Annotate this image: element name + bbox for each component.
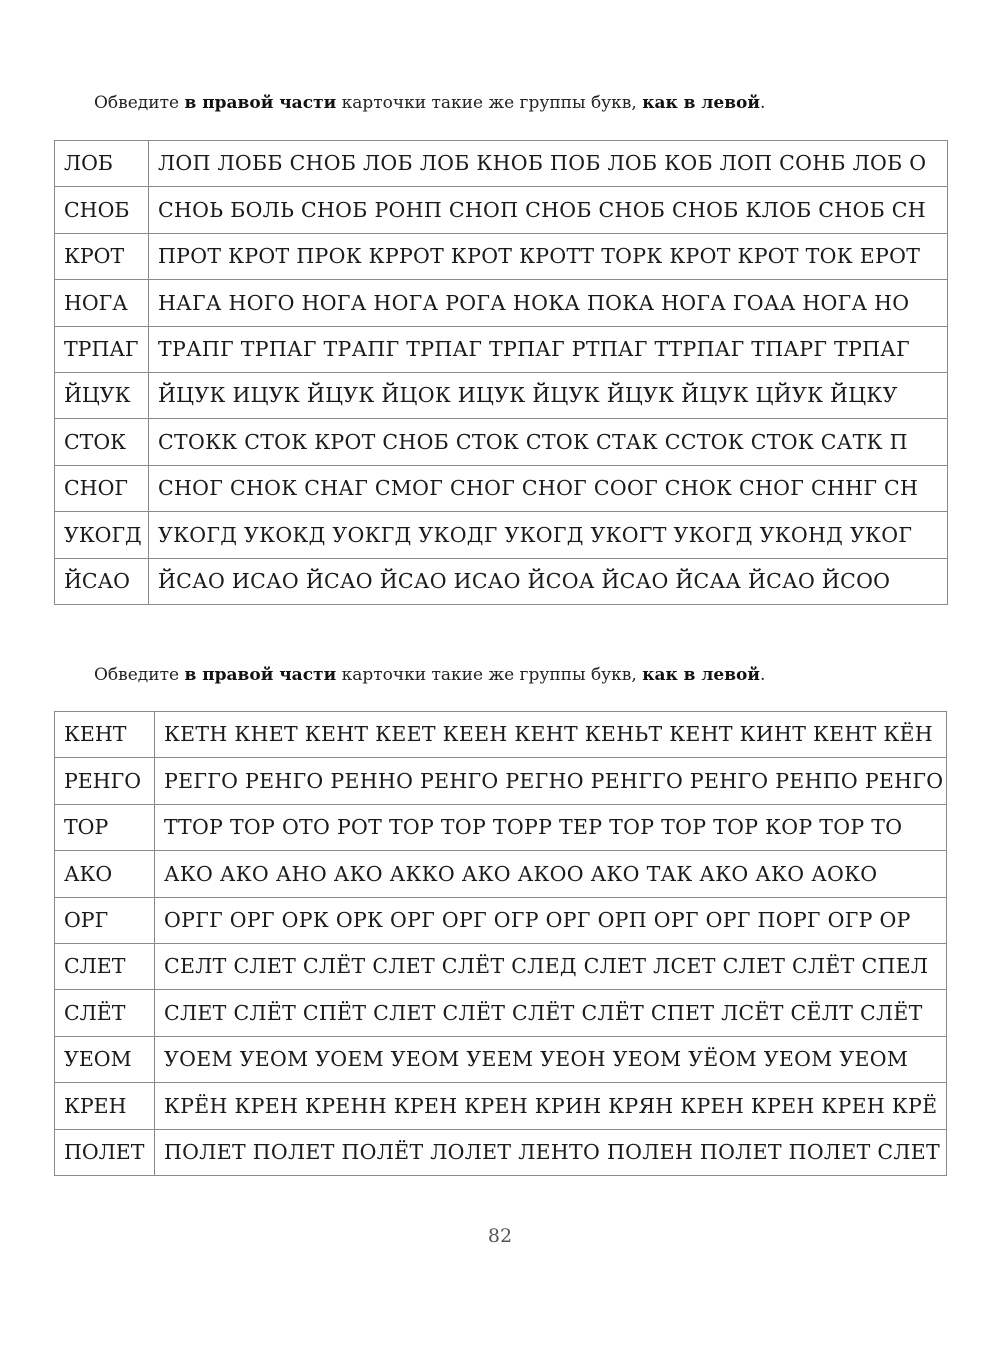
instruction-2-suffix: . (759, 665, 766, 685)
target-group-cell: ОРГ (55, 897, 155, 943)
target-group-cell: УКОГД (55, 512, 149, 558)
letter-groups-cell: СТОКК СТОК КРОТ СНОБ СТОК СТОК СТАК ССТОК СТОК САТК П (149, 419, 948, 465)
letter-groups-cell: КЕТН КНЕТ КЕНТ КЕЕТ КЕЕН КЕНТ КЕНЬТ КЕНТ КИНТ КЕНТ КЁН (155, 712, 947, 758)
target-group-cell: АКО (55, 851, 155, 897)
target-group-cell: НОГА (55, 280, 149, 326)
letter-groups-cell: СЛЕТ СЛЁТ СПЁТ СЛЕТ СЛЁТ СЛЁТ СЛЁТ СПЕТ ЛСЁТ СЁЛТ СЛЁТ (155, 990, 947, 1036)
letter-groups-cell: НАГА НОГО НОГА НОГА РОГА НОКА ПОКА НОГА ГОАА НОГА НО (149, 280, 948, 326)
instruction-2 (94, 665, 765, 685)
letter-groups-cell: ПРОТ КРОТ ПРОК КРРОТ КРОТ КРОТТ ТОРК КРОТ КРОТ ТОК ЕРОТ (149, 233, 948, 279)
table-row (55, 943, 947, 989)
target-group-cell: УЕОМ (55, 1036, 155, 1082)
table-row (55, 1083, 947, 1129)
target-group-cell: КЕНТ (55, 712, 155, 758)
target-group-cell: ТОР (55, 804, 155, 850)
letter-groups-cell: СЕЛТ СЛЕТ СЛЁТ СЛЕТ СЛЁТ СЛЕД СЛЕТ ЛСЕТ СЛЕТ СЛЁТ СПЕЛ (155, 943, 947, 989)
target-group-cell: ЙСАО (55, 558, 149, 604)
table-row (55, 1036, 947, 1082)
letter-card-table-1 (54, 140, 948, 605)
target-group-cell: СНОГ (55, 465, 149, 511)
table-row (55, 372, 948, 418)
target-group-cell: СТОК (55, 419, 149, 465)
letter-groups-cell: ЙЦУК ИЦУК ЙЦУК ЙЦОК ИЦУК ЙЦУК ЙЦУК ЙЦУК ЦЙУК ЙЦКУ (149, 372, 948, 418)
table-row (55, 990, 947, 1036)
letter-groups-cell: КРЁН КРЕН КРЕНН КРЕН КРЕН КРИН КРЯН КРЕН КРЕН КРЕН КРЁ (155, 1083, 947, 1129)
letter-card-rows-2 (55, 712, 947, 1176)
instruction-2-prefix: Обведите (94, 665, 185, 685)
letter-groups-cell: ЙСАО ИСАО ЙСАО ЙСАО ИСАО ЙСОА ЙСАО ЙСАА ЙСАО ЙСОО (149, 558, 948, 604)
target-group-cell: ЙЦУК (55, 372, 149, 418)
letter-groups-cell: СНОЬ БОЛЬ СНОБ РОНП СНОП СНОБ СНОБ СНОБ КЛОБ СНОБ СН (149, 187, 948, 233)
instruction-1-bold-2: как в левой (642, 93, 760, 113)
table-row (55, 419, 948, 465)
letter-groups-cell: ЛОП ЛОББ СНОБ ЛОБ ЛОБ КНОБ ПОБ ЛОБ КОБ ЛОП СОНБ ЛОБ О (149, 141, 948, 187)
target-group-cell: ПОЛЕТ (55, 1129, 155, 1175)
instruction-1-middle: карточки такие же группы букв, (336, 93, 643, 113)
letter-card-rows-1 (55, 141, 948, 605)
page-number: 82 (487, 1225, 513, 1247)
table-row (55, 280, 948, 326)
table-row (55, 1129, 947, 1175)
target-group-cell: КРОТ (55, 233, 149, 279)
table-row (55, 326, 948, 372)
table-row (55, 465, 948, 511)
target-group-cell: СЛЁТ (55, 990, 155, 1036)
letter-groups-cell: ОРГГ ОРГ ОРК ОРК ОРГ ОРГ ОГР ОРГ ОРП ОРГ ОРГ ПОРГ ОГР ОР (155, 897, 947, 943)
letter-groups-cell: УОЕМ УЕОМ УОЕМ УЕОМ УЕЕМ УЕОН УЕОМ УЁОМ УЕОМ УЕОМ (155, 1036, 947, 1082)
target-group-cell: КРЕН (55, 1083, 155, 1129)
letter-card-table-2 (54, 711, 947, 1176)
instruction-1-prefix: Обведите (94, 93, 185, 113)
instruction-1 (94, 93, 765, 113)
letter-groups-cell: УКОГД УКОКД УОКГД УКОДГ УКОГД УКОГТ УКОГД УКОНД УКОГ (149, 512, 948, 558)
target-group-cell: ЛОБ (55, 141, 149, 187)
letter-groups-cell: АКО АКО АНО АКО АККО АКО АКОО АКО ТАК АКО АКО АОКО (155, 851, 947, 897)
table-row (55, 804, 947, 850)
instruction-2-bold-1: в правой части (184, 665, 337, 685)
table-row (55, 712, 947, 758)
letter-groups-cell: ТТОР ТОР ОТО РОТ ТОР ТОР ТОРР ТЕР ТОР ТОР ТОР КОР ТОР ТО (155, 804, 947, 850)
table-row (55, 233, 948, 279)
table-row (55, 512, 948, 558)
table-row (55, 558, 948, 604)
instruction-1-bold-1: в правой части (184, 93, 337, 113)
letter-groups-cell: ТРАПГ ТРПАГ ТРАПГ ТРПАГ ТРПАГ РТПАГ ТТРПАГ ТПАРГ ТРПАГ (149, 326, 948, 372)
letter-groups-cell: СНОГ СНОК СНАГ СМОГ СНОГ СНОГ СООГ СНОК СНОГ СННГ СН (149, 465, 948, 511)
instruction-1-suffix: . (759, 93, 766, 113)
table-row (55, 187, 948, 233)
table-row (55, 758, 947, 804)
instruction-2-middle: карточки такие же группы букв, (336, 665, 643, 685)
letter-groups-cell: РЕГГО РЕНГО РЕННО РЕНГО РЕГНО РЕНГГО РЕНГО РЕНПО РЕНГО (155, 758, 947, 804)
table-row (55, 851, 947, 897)
instruction-2-bold-2: как в левой (642, 665, 760, 685)
target-group-cell: ТРПАГ (55, 326, 149, 372)
letter-groups-cell: ПОЛЕТ ПОЛЕТ ПОЛЁТ ЛОЛЕТ ЛЕНТО ПОЛЕН ПОЛЕТ ПОЛЕТ СЛЕТ (155, 1129, 947, 1175)
target-group-cell: СЛЕТ (55, 943, 155, 989)
target-group-cell: СНОБ (55, 187, 149, 233)
target-group-cell: РЕНГО (55, 758, 155, 804)
table-row (55, 897, 947, 943)
table-row (55, 141, 948, 187)
